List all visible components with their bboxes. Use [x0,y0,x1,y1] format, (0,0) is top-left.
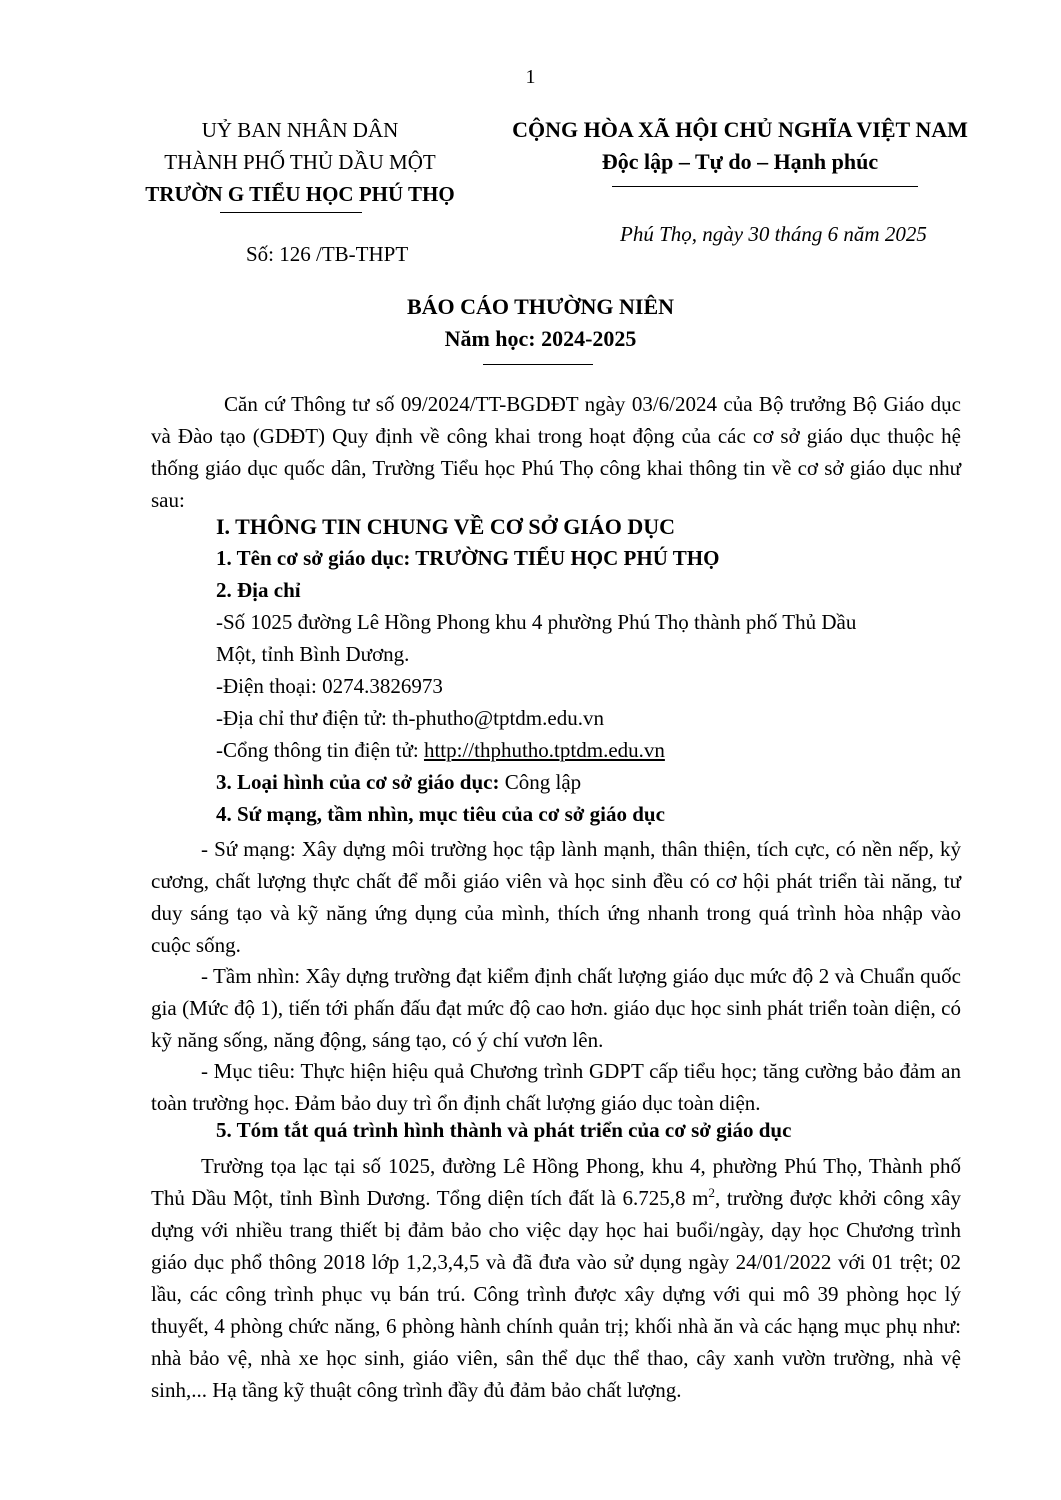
portal-link[interactable]: http://thphutho.tptdm.edu.vn [423,738,665,762]
email-line: -Địa chỉ thư điện tử: th-phutho@tptdm.edu.vn [216,706,604,730]
history-text-b: , trường được khởi công xây dựng với nhiều trang thiết bị đảm bảo cho việc dạy học hai buổi/ngày, dạy học Chương trình giáo dục phổ thông 2018 lớp 1,2,3,4,5 và đã đưa vào sử dụng ngày 24/01/2022 với 01 trệt; 02 lầu, các công trình phục vụ bán trú. Công trình được xây dựng với qui mô 39 phòng học lý thuyết, 4 phòng chức năng, 6 phòng hành chính quản trị; khối nhà ăn và các hạng mục phụ như: nhà bảo vệ, nhà xe học sinh, giáo viên, sân thể dục thể thao, cây xanh vườn trường, nhà vệ sinh,... Hạ tầng kỹ thuật công trình đầy đủ đảm bảo chất lượng. [151,1186,962,1402]
portal-line [216,738,665,763]
item-1-heading [216,546,719,571]
vision-paragraph: - Tầm nhìn: Xây dựng trường đạt kiểm định chất lượng giáo dục mức độ 2 và Chuẩn quốc gia (Mức độ 1), tiến tới phấn đấu đạt mức độ cao hơn. giáo dục học sinh phát triển toàn diện, có kỹ năng sống, năng động, sáng tạo, có ý chí vươn lên. [151,964,961,1052]
right-header-underline [612,186,918,187]
report-title: BÁO CÁO THƯỜNG NIÊN [406,294,675,319]
item-3-value: Công lập [504,770,582,794]
item-3-label: 3. Loại hình của cơ sở giáo dục: [216,770,505,794]
item-1-value: TRƯỜNG TIỂU HỌC PHÚ THỌ [415,546,720,570]
left-header-underline [220,212,362,213]
date-line: Phú Thọ, ngày 30 tháng 6 năm 2025 [620,222,927,246]
item-5-heading: 5. Tóm tắt quá trình hình thành và phát triển của cơ sở giáo dục [216,1118,792,1142]
national-title: CỘNG HÒA XÃ HỘI CHỦ NGHĨA VIỆT NAM [512,117,968,142]
document-number: Số: 126 /TB-THPT [246,242,409,266]
page-number: 1 [525,66,536,88]
address-line-1: -Số 1025 đường Lê Hồng Phong khu 4 phường Phú Thọ thành phố Thủ Dầu [216,610,857,634]
title-underline [483,364,593,365]
area-unit-superscript: 2 [708,1185,716,1200]
history-text-a: Trường tọa lạc tại số 1025, đường Lê Hồng Phong, khu 4, phường Phú Thọ, Thành phố Thủ Dầu Một, tỉnh Bình Dương. Tổng diện tích đất là 6.725,8 m [151,1154,961,1210]
portal-label: -Cổng thông tin điện tử: [216,738,424,762]
history-paragraph [151,1150,961,1406]
item-4-heading: 4. Sứ mạng, tầm nhìn, mục tiêu của cơ sở giáo dục [216,802,665,826]
mission-paragraph: - Sứ mạng: Xây dựng môi trường học tập lành mạnh, thân thiện, tích cực, có nền nếp, kỷ cương, chất lượng thực chất để mỗi giáo viên và học sinh đều có cơ hội phát triển tài năng, tư duy sáng tạo và kỹ năng ứng dụng của mình, thích ứng nhanh trong quá trình hòa nhập vào cuộc sống. [151,837,961,957]
goal-paragraph: - Mục tiêu: Thực hiện hiệu quả Chương trình GDPT cấp tiểu học; tăng cường bảo đảm an toàn trường học. Đảm bảo duy trì ổn định chất lượng giáo dục toàn diện. [151,1059,961,1115]
item-1-label: 1. Tên cơ sở giáo dục: [216,546,416,570]
national-motto: Độc lập – Tự do – Hạnh phúc [601,149,879,174]
left-header-line2: THÀNH PHỐ THỦ DẦU MỘT [164,150,436,174]
item-2-heading: 2. Địa chỉ [216,578,301,602]
intro-paragraph: Căn cứ Thông tư số 09/2024/TT-BGDĐT ngày 03/6/2024 của Bộ trưởng Bộ Giáo dục và Đào tạo (GDĐT) Quy định về công khai trong hoạt động của các cơ sở giáo dục thuộc hệ thống giáo dục quốc dân, Trường Tiểu học Phú Thọ công khai thông tin về cơ sở giáo dục như sau: [151,392,961,512]
section-heading-1: I. THÔNG TIN CHUNG VỀ CƠ SỞ GIÁO DỤC [216,514,676,539]
phone-line: -Điện thoại: 0274.3826973 [216,674,443,698]
school-name-header: TRƯỜN G TIỂU HỌC PHÚ THỌ [145,182,455,206]
item-3-heading [216,770,581,795]
report-subtitle: Năm học: 2024-2025 [444,326,637,351]
left-header-line1: UỶ BAN NHÂN DÂN [201,118,399,142]
address-line-2: Một, tỉnh Bình Dương. [216,642,410,666]
